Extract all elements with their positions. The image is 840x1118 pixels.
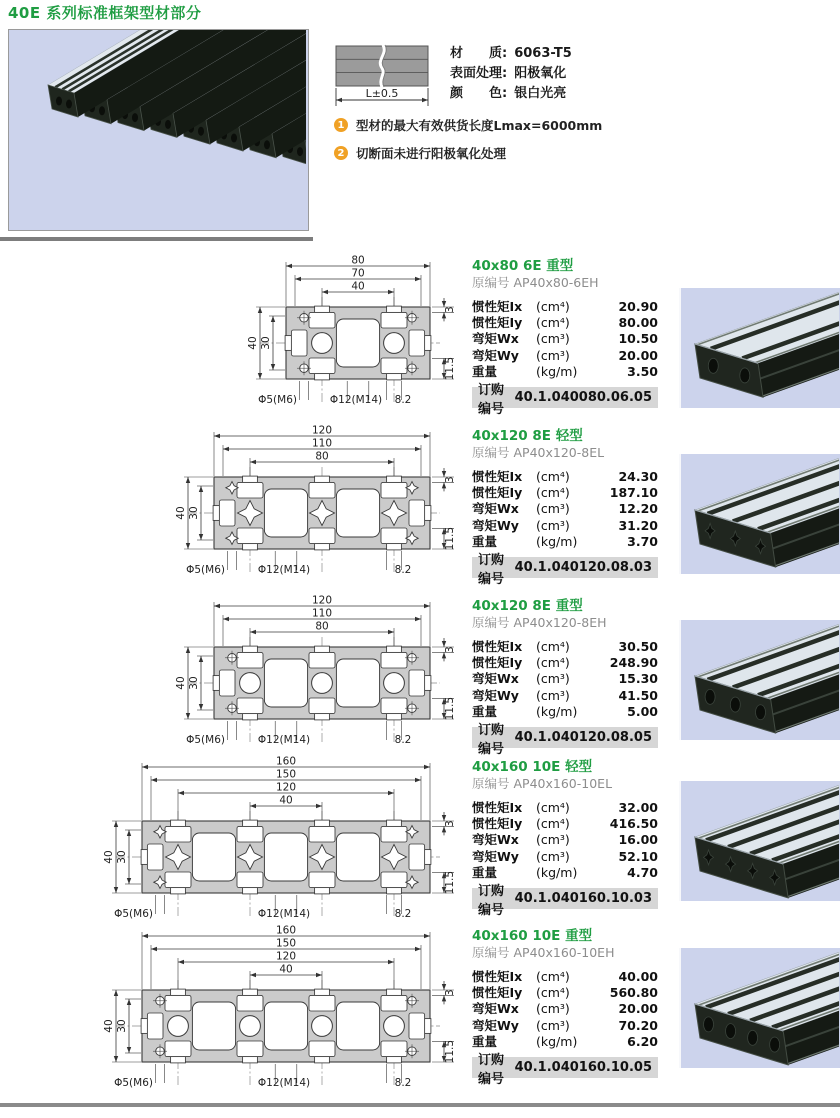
order-code-bar bbox=[472, 722, 658, 757]
spec-unit: (cm⁴) bbox=[536, 485, 570, 501]
spec-label: 惯性矩Ix bbox=[472, 800, 523, 815]
dim-label: 80 bbox=[351, 254, 365, 267]
dim-label: 40 bbox=[175, 506, 187, 520]
dim-label: 120 bbox=[311, 424, 333, 437]
origin-code-label: 原编号 bbox=[472, 445, 510, 460]
spec-label: 惯性矩Iy bbox=[472, 985, 523, 1001]
spec-value: 3.70 bbox=[627, 533, 658, 549]
profile-cross-section-drawing bbox=[0, 424, 462, 596]
dim-label: Φ12(M14) bbox=[257, 1077, 311, 1089]
dim-label: 40 bbox=[175, 676, 187, 690]
spec-panel bbox=[472, 759, 658, 918]
spec-row bbox=[472, 688, 658, 704]
spec-unit: (cm⁴) bbox=[536, 315, 570, 331]
dim-label: Φ5(M6) bbox=[114, 1077, 153, 1089]
dim-label: 40 bbox=[279, 794, 293, 807]
spec-label: 重量 bbox=[472, 703, 498, 719]
spec-label: 弯矩Wy bbox=[472, 848, 519, 864]
spec-label: 弯矩Wy bbox=[472, 517, 519, 533]
spec-unit: (cm³) bbox=[536, 331, 570, 347]
dim-label: 3 bbox=[444, 476, 456, 484]
note-2 bbox=[334, 144, 602, 162]
order-code-label: 订购编号 bbox=[478, 883, 505, 918]
spec-unit: (kg/m) bbox=[536, 533, 578, 549]
spec-row bbox=[472, 315, 658, 331]
product-photo bbox=[679, 620, 840, 740]
note-1-badge: 1 bbox=[334, 118, 348, 132]
dim-label: 160 bbox=[275, 924, 297, 937]
spec-value: 16.00 bbox=[618, 832, 658, 848]
dim-label: 30 bbox=[116, 850, 128, 864]
spec-panel bbox=[472, 258, 658, 417]
dim-label: 8.2 bbox=[394, 394, 412, 406]
dim-label: 8.2 bbox=[394, 734, 412, 746]
dim-label: 11.5 bbox=[444, 696, 456, 721]
dim-label: Φ12(M14) bbox=[257, 908, 311, 920]
spec-value: 4.70 bbox=[627, 864, 658, 880]
profile-cross-section-drawing bbox=[0, 594, 462, 766]
spec-unit: (cm⁴) bbox=[536, 969, 570, 984]
product-name: 40x160 10E 轻型 bbox=[472, 759, 593, 775]
origin-code-label: 原编号 bbox=[472, 945, 510, 960]
spec-unit: (cm³) bbox=[536, 1017, 570, 1033]
spec-row bbox=[472, 816, 658, 832]
origin-code-row bbox=[472, 776, 658, 792]
order-code-label: 订购编号 bbox=[478, 382, 505, 417]
spec-label: 惯性矩Ix bbox=[472, 969, 523, 984]
order-code-bar bbox=[472, 1052, 658, 1087]
spec-label: 惯性矩Iy bbox=[472, 655, 523, 671]
product-name: 40x80 6E 重型 bbox=[472, 258, 574, 274]
spec-value: 70.20 bbox=[618, 1017, 658, 1033]
color-value: 银白光亮 bbox=[514, 86, 567, 101]
dim-label: 120 bbox=[275, 781, 297, 794]
material-value: 6063-T5 bbox=[514, 46, 572, 61]
spec-label: 重量 bbox=[472, 363, 498, 379]
spec-row bbox=[472, 485, 658, 501]
spec-rows bbox=[472, 639, 658, 720]
surface-row bbox=[450, 64, 572, 84]
dim-label: Φ12(M14) bbox=[257, 564, 311, 576]
material-row bbox=[450, 44, 572, 64]
dim-label: 80 bbox=[315, 450, 329, 463]
spec-unit: (cm³) bbox=[536, 687, 570, 703]
product-photo-image bbox=[681, 781, 839, 901]
dim-label: 160 bbox=[275, 755, 297, 768]
spec-row bbox=[472, 518, 658, 534]
spec-row bbox=[472, 985, 658, 1001]
spec-label: 重量 bbox=[472, 1033, 498, 1049]
dim-label: Φ5(M6) bbox=[186, 734, 225, 746]
hero-photo bbox=[8, 29, 309, 231]
spec-unit: (cm⁴) bbox=[536, 469, 570, 484]
dim-label: 40 bbox=[279, 963, 293, 976]
spec-label: 弯矩Wy bbox=[472, 687, 519, 703]
spec-value: 6.20 bbox=[627, 1033, 658, 1049]
spec-label: 惯性矩Ix bbox=[472, 469, 523, 484]
spec-value: 40.00 bbox=[618, 969, 658, 984]
dim-label: 110 bbox=[311, 607, 333, 620]
spec-rows bbox=[472, 969, 658, 1050]
spec-label: 弯矩Wy bbox=[472, 347, 519, 363]
dim-label: 40 bbox=[247, 336, 259, 350]
spec-row bbox=[472, 1018, 658, 1034]
dim-label: 80 bbox=[315, 620, 329, 633]
spec-unit: (cm³) bbox=[536, 832, 570, 848]
dim-label: Φ5(M6) bbox=[114, 908, 153, 920]
spec-value: 12.20 bbox=[618, 501, 658, 517]
origin-code-value: AP40x160-10EL bbox=[513, 776, 613, 791]
spec-value: 15.30 bbox=[618, 671, 658, 687]
dim-label: Φ12(M14) bbox=[329, 394, 383, 406]
spec-label: 惯性矩Ix bbox=[472, 639, 523, 654]
dim-label: 8.2 bbox=[394, 1077, 412, 1089]
spec-unit: (kg/m) bbox=[536, 864, 578, 880]
product-name: 40x160 10E 重型 bbox=[472, 928, 593, 944]
spec-row bbox=[472, 849, 658, 865]
dim-label: 3 bbox=[444, 646, 456, 654]
spec-row bbox=[472, 501, 658, 517]
product-section bbox=[0, 755, 840, 923]
spec-rows bbox=[472, 299, 658, 380]
spec-value: 80.00 bbox=[618, 315, 658, 331]
spec-unit: (cm³) bbox=[536, 501, 570, 517]
product-photo-image bbox=[681, 948, 839, 1068]
material-info bbox=[450, 44, 572, 104]
note-2-text: 切断面未进行阳极氧化处理 bbox=[356, 146, 507, 161]
spec-unit: (cm³) bbox=[536, 848, 570, 864]
spec-row bbox=[472, 469, 658, 485]
spec-row bbox=[472, 832, 658, 848]
origin-code-row bbox=[472, 445, 658, 461]
product-photo-image bbox=[681, 620, 839, 740]
spec-unit: (cm⁴) bbox=[536, 655, 570, 671]
product-photo bbox=[679, 781, 840, 901]
length-tolerance-label: L±0.5 bbox=[365, 87, 399, 100]
spec-label: 惯性矩Iy bbox=[472, 485, 523, 501]
order-code-label: 订购编号 bbox=[478, 1052, 505, 1087]
dim-label: 30 bbox=[116, 1019, 128, 1033]
spec-value: 10.50 bbox=[618, 331, 658, 347]
product-photo bbox=[679, 288, 840, 408]
dim-label: 3 bbox=[444, 306, 456, 314]
spec-value: 20.00 bbox=[618, 1001, 658, 1017]
material-label: 材 质: bbox=[450, 46, 508, 61]
page-title: 40E 系列标准框架型材部分 bbox=[8, 4, 202, 22]
dim-label: 3 bbox=[444, 820, 456, 828]
spec-label: 惯性矩Iy bbox=[472, 816, 523, 832]
profile-cross-section-drawing bbox=[0, 254, 462, 426]
product-name: 40x120 8E 轻型 bbox=[472, 428, 583, 444]
spec-value: 32.00 bbox=[618, 800, 658, 815]
dim-label: 120 bbox=[311, 594, 333, 607]
spec-row bbox=[472, 800, 658, 816]
spec-label: 弯矩Wx bbox=[472, 671, 519, 687]
spec-value: 3.50 bbox=[627, 363, 658, 379]
dim-label: 40 bbox=[103, 850, 115, 864]
dim-label: 110 bbox=[311, 437, 333, 450]
spec-value: 20.00 bbox=[618, 347, 658, 363]
product-photo bbox=[679, 948, 840, 1068]
order-code-bar bbox=[472, 883, 658, 918]
spec-value: 187.10 bbox=[609, 485, 658, 501]
spec-label: 重量 bbox=[472, 864, 498, 880]
spec-row bbox=[472, 655, 658, 671]
origin-code-label: 原编号 bbox=[472, 776, 510, 791]
spec-value: 248.90 bbox=[609, 655, 658, 671]
product-photo-image bbox=[681, 288, 839, 408]
product-section bbox=[0, 424, 840, 592]
spec-value: 31.20 bbox=[618, 517, 658, 533]
spec-row bbox=[472, 639, 658, 655]
spec-rows bbox=[472, 469, 658, 550]
product-name: 40x120 8E 重型 bbox=[472, 598, 583, 614]
order-code-value: 40.1.040120.08.03 bbox=[514, 560, 652, 576]
spec-unit: (cm⁴) bbox=[536, 985, 570, 1001]
spec-unit: (cm⁴) bbox=[536, 816, 570, 832]
dim-label: 30 bbox=[188, 676, 200, 690]
origin-code-value: AP40x80-6EH bbox=[513, 275, 599, 290]
dim-label: 8.2 bbox=[394, 908, 412, 920]
spec-rows bbox=[472, 800, 658, 881]
origin-code-value: AP40x120-8EL bbox=[513, 445, 605, 460]
dim-label: 8.2 bbox=[394, 564, 412, 576]
dim-label: Φ5(M6) bbox=[186, 564, 225, 576]
order-code-label: 订购编号 bbox=[478, 722, 505, 757]
spec-label: 弯矩Wx bbox=[472, 501, 519, 517]
dim-label: 11.5 bbox=[444, 356, 456, 381]
origin-code-label: 原编号 bbox=[472, 275, 510, 290]
product-photo bbox=[679, 454, 840, 574]
spec-row bbox=[472, 299, 658, 315]
spec-unit: (cm⁴) bbox=[536, 299, 570, 314]
note-1-text: 型材的最大有效供货长度Lmax=6000mm bbox=[356, 118, 603, 133]
dim-label: 150 bbox=[275, 937, 297, 950]
origin-code-label: 原编号 bbox=[472, 615, 510, 630]
note-2-badge: 2 bbox=[334, 146, 348, 160]
spec-panel bbox=[472, 598, 658, 757]
spec-label: 弯矩Wx bbox=[472, 331, 519, 347]
dim-label: 40 bbox=[351, 280, 365, 293]
order-code-value: 40.1.040120.08.05 bbox=[514, 730, 652, 746]
order-code-bar bbox=[472, 552, 658, 587]
profile-bar-icon bbox=[334, 42, 434, 116]
spec-row bbox=[472, 348, 658, 364]
spec-row bbox=[472, 671, 658, 687]
dim-label: 3 bbox=[444, 989, 456, 997]
spec-value: 24.30 bbox=[618, 469, 658, 484]
spec-panel bbox=[472, 428, 658, 587]
origin-code-row bbox=[472, 615, 658, 631]
dim-label: 11.5 bbox=[444, 526, 456, 551]
color-row bbox=[450, 84, 572, 104]
dim-label: 150 bbox=[275, 768, 297, 781]
spec-unit: (kg/m) bbox=[536, 363, 578, 379]
hero-divider bbox=[0, 237, 313, 241]
dim-label: 30 bbox=[188, 506, 200, 520]
order-code-label: 订购编号 bbox=[478, 552, 505, 587]
spec-label: 重量 bbox=[472, 533, 498, 549]
spec-unit: (kg/m) bbox=[536, 1033, 578, 1049]
spec-value: 560.80 bbox=[609, 985, 658, 1001]
dim-label: 11.5 bbox=[444, 870, 456, 895]
product-section bbox=[0, 594, 840, 762]
length-tolerance-icon bbox=[334, 42, 434, 120]
dim-label: Φ5(M6) bbox=[258, 394, 297, 406]
spec-panel bbox=[472, 928, 658, 1087]
product-photo-image bbox=[681, 454, 839, 574]
surface-label: 表面处理: bbox=[450, 66, 508, 81]
dim-label: 30 bbox=[260, 336, 272, 350]
spec-label: 弯矩Wx bbox=[472, 832, 519, 848]
spec-row bbox=[472, 1001, 658, 1017]
order-code-value: 40.1.040160.10.03 bbox=[514, 891, 652, 907]
spec-row bbox=[472, 969, 658, 985]
note-1 bbox=[334, 116, 602, 134]
color-label: 颜 色: bbox=[450, 86, 508, 101]
spec-unit: (cm³) bbox=[536, 1001, 570, 1017]
spec-label: 弯矩Wx bbox=[472, 1001, 519, 1017]
spec-value: 30.50 bbox=[618, 639, 658, 654]
product-section bbox=[0, 254, 840, 422]
spec-unit: (cm³) bbox=[536, 517, 570, 533]
spec-unit: (kg/m) bbox=[536, 703, 578, 719]
spec-unit: (cm⁴) bbox=[536, 639, 570, 654]
spec-row bbox=[472, 331, 658, 347]
spec-unit: (cm⁴) bbox=[536, 800, 570, 815]
profile-cross-section-drawing bbox=[0, 755, 462, 927]
dim-label: 40 bbox=[103, 1019, 115, 1033]
origin-code-row bbox=[472, 945, 658, 961]
spec-value: 20.90 bbox=[618, 299, 658, 314]
product-section bbox=[0, 924, 840, 1092]
profile-cross-section-drawing bbox=[0, 924, 462, 1096]
origin-code-value: AP40x120-8EH bbox=[513, 615, 607, 630]
dim-label: 70 bbox=[351, 267, 365, 280]
order-code-bar bbox=[472, 382, 658, 417]
notes bbox=[334, 116, 602, 172]
dim-label: 11.5 bbox=[444, 1039, 456, 1064]
spec-unit: (cm³) bbox=[536, 347, 570, 363]
spec-value: 416.50 bbox=[609, 816, 658, 832]
dim-label: Φ12(M14) bbox=[257, 734, 311, 746]
order-code-value: 40.1.040080.06.05 bbox=[514, 390, 652, 406]
spec-value: 5.00 bbox=[627, 703, 658, 719]
spec-value: 52.10 bbox=[618, 848, 658, 864]
origin-code-value: AP40x160-10EH bbox=[513, 945, 615, 960]
footer-divider bbox=[0, 1103, 840, 1107]
hero-photo-image bbox=[9, 30, 306, 228]
origin-code-row bbox=[472, 275, 658, 291]
order-code-value: 40.1.040160.10.05 bbox=[514, 1060, 652, 1076]
spec-unit: (cm³) bbox=[536, 671, 570, 687]
surface-value: 阳极氧化 bbox=[514, 66, 567, 81]
spec-label: 惯性矩Ix bbox=[472, 299, 523, 314]
spec-value: 41.50 bbox=[618, 687, 658, 703]
spec-label: 弯矩Wy bbox=[472, 1017, 519, 1033]
spec-label: 惯性矩Iy bbox=[472, 315, 523, 331]
dim-label: 120 bbox=[275, 950, 297, 963]
